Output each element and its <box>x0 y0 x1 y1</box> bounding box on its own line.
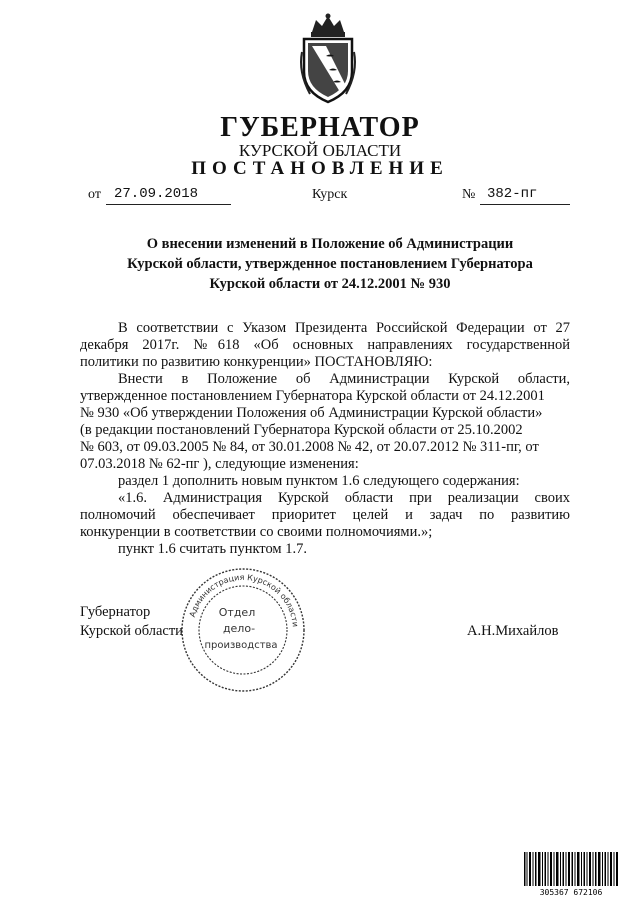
body-line: (в редакции постановлений Губернатора Курской области от 25.10.2002 <box>80 422 523 438</box>
signature-position <box>80 603 183 641</box>
body-line: раздел 1 дополнить новым пунктом 1.6 следующего содержания: <box>118 473 520 489</box>
date-label: от <box>88 187 101 202</box>
number-underline <box>480 204 570 205</box>
body-line: полномочий обеспечивает приоритет целей и задач по развитию <box>80 507 570 523</box>
number-label: № <box>462 187 476 202</box>
date-underline <box>106 204 231 205</box>
official-stamp <box>179 566 307 694</box>
document-type-title: ПОСТАНОВЛЕНИЕ <box>191 158 449 179</box>
body-paragraph-5 <box>80 541 570 558</box>
region-title: КУРСКОЙ ОБЛАСТИ <box>238 141 402 160</box>
governor-title: ГУБЕРНАТОР <box>220 112 420 143</box>
body-line: № 930 «Об утверждении Положения об Администрации Курской области» <box>80 405 543 421</box>
city-label: Курск <box>312 187 348 202</box>
body-line: 07.03.2018 № 62-пг ), следующие изменения: <box>80 456 359 472</box>
subject-line: О внесении изменений в Положение об Администрации <box>146 236 514 252</box>
signature-position-line: Губернатор <box>80 604 151 620</box>
stamp-center-line: Отдел <box>218 606 256 619</box>
body-line: политики по развитию конкуренции» ПОСТАНОВЛЯЮ: <box>80 354 433 370</box>
barcode-number: 305367 672106 <box>539 888 603 896</box>
stamp-center-line: производства <box>204 640 278 651</box>
body-line: утвержденное постановлением Губернатора Курской области от 24.12.2001 <box>80 388 545 404</box>
body-line: пункт 1.6 считать пунктом 1.7. <box>118 541 307 557</box>
body-line: В соответствии с Указом Президента Российской Федерации от 27 <box>118 320 570 336</box>
body-line: конкуренции в соответствии со своими полномочиями.»; <box>80 524 433 540</box>
body-paragraph-2 <box>80 371 570 473</box>
stamp-ring-text: Администрация Курской области <box>187 572 300 628</box>
subject-line: Курской области от 24.12.2001 № 930 <box>209 276 451 292</box>
body-paragraph-4 <box>80 490 570 541</box>
subject-line: Курской области, утвержденное постановлением Губернатора <box>127 256 533 272</box>
body-line: Внести в Положение об Администрации Курской области, <box>118 371 570 387</box>
body-line: № 603, от 09.03.2005 № 84, от 30.01.2008 № 42, от 20.07.2012 № 311-пг, от <box>80 439 539 455</box>
barcode-bars <box>523 852 619 896</box>
body-paragraph-1 <box>80 320 570 371</box>
date-value: 27.09.2018 <box>114 186 199 202</box>
coat-of-arms-emblem <box>296 12 360 104</box>
signatory-name: А.Н.Михайлов <box>467 623 559 639</box>
barcode <box>523 852 619 896</box>
document-subject <box>100 234 560 294</box>
body-line: «1.6. Администрация Курской области при реализации своих <box>118 490 570 506</box>
signature-position-line: Курской области <box>80 623 183 639</box>
stamp-center-line: дело- <box>222 622 256 635</box>
body-line: декабря 2017г. №618 «Об основных направлениях государственной <box>80 337 570 353</box>
number-value: 382-пг <box>487 186 538 202</box>
body-paragraph-3 <box>80 473 570 490</box>
